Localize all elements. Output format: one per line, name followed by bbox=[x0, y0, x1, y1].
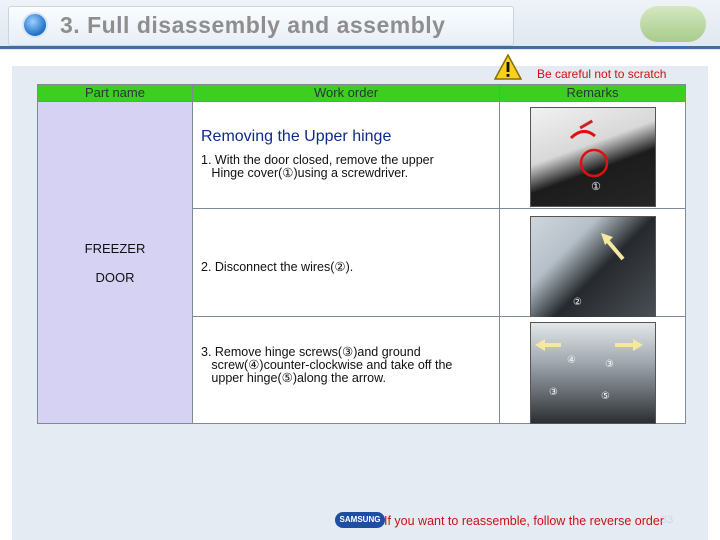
photo-2-annotations bbox=[531, 217, 655, 317]
marker-5: ⑤ bbox=[601, 391, 610, 402]
column-header-work-order: Work order bbox=[193, 85, 500, 102]
samsung-logo: SAMSUNG bbox=[335, 512, 385, 528]
header-decoration bbox=[640, 6, 706, 42]
remarks-cell-2 bbox=[500, 209, 686, 317]
step-3-line-1: 3. Remove hinge screws(③)and ground bbox=[201, 345, 421, 359]
step-3-line-2: screw(④)counter-clockwise and take off the bbox=[201, 358, 453, 372]
photo-upper-hinge bbox=[530, 322, 656, 424]
marker-1: ① bbox=[591, 180, 601, 193]
remarks-cell-1 bbox=[500, 102, 686, 209]
column-header-remarks: Remarks bbox=[500, 85, 686, 102]
page-title: 3. Full disassembly and assembly bbox=[60, 12, 446, 38]
part-name-cell bbox=[38, 102, 193, 424]
header-divider bbox=[0, 46, 720, 49]
marker-2: ② bbox=[573, 297, 582, 308]
page-header bbox=[0, 0, 720, 50]
marker-4: ④ bbox=[567, 355, 576, 366]
work-order-cell-1 bbox=[193, 102, 500, 209]
screwdriver-shape bbox=[579, 120, 593, 130]
right-arrow-head bbox=[633, 339, 643, 351]
step-2-line-1: 2. Disconnect the wires(②). bbox=[201, 260, 354, 274]
left-arrow-head bbox=[535, 339, 545, 351]
reassembly-note: If you want to reassemble, follow the reverse order bbox=[384, 514, 664, 528]
pointer-arrow bbox=[606, 239, 623, 259]
step-1-line-1: 1. With the door closed, remove the upper bbox=[201, 153, 434, 167]
photo-3-annotations bbox=[531, 323, 655, 423]
work-order-cell-3 bbox=[193, 317, 500, 424]
bullet-circle-icon bbox=[22, 12, 48, 38]
table-row bbox=[38, 102, 686, 209]
step-1-line-2: Hinge cover(①)using a screwdriver. bbox=[201, 166, 409, 180]
part-name-line-1: FREEZER bbox=[84, 240, 146, 256]
step-3-line-3: upper hinge(⑤)along the arrow. bbox=[201, 371, 386, 385]
remarks-cell-3 bbox=[500, 317, 686, 424]
column-header-part-name: Part name bbox=[38, 85, 193, 102]
table-header-row bbox=[38, 85, 686, 102]
page-number: 33 bbox=[661, 514, 674, 526]
work-order-cell-2 bbox=[193, 209, 500, 317]
warning-triangle-icon bbox=[494, 54, 522, 80]
section-title: Removing the Upper hinge bbox=[201, 128, 392, 145]
highlight-circle bbox=[581, 150, 607, 176]
part-name-line-2: DOOR bbox=[95, 269, 135, 285]
photo-wire-connector bbox=[530, 216, 656, 318]
marker-3-left: ③ bbox=[549, 387, 558, 398]
procedure-table bbox=[37, 84, 686, 424]
marker-3-right: ③ bbox=[605, 359, 614, 370]
photo-hinge-cover bbox=[530, 107, 656, 207]
rotate-arrow bbox=[571, 131, 595, 138]
photo-1-annotations bbox=[531, 108, 655, 206]
warning-text: Be careful not to scratch bbox=[537, 67, 667, 81]
